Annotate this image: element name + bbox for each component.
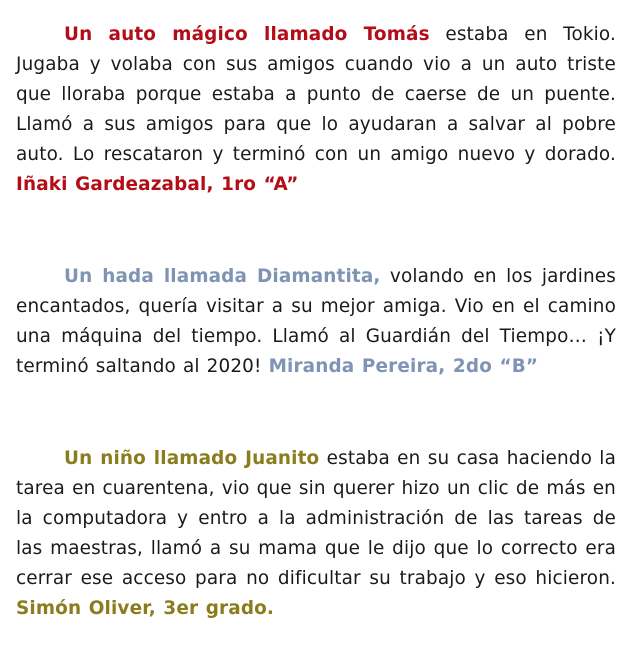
- story-2-title: Un hada llamada Diamantita,: [64, 266, 381, 287]
- story-3-body: estaba en su casa haciendo la tarea en cuarentena, vio que sin querer hizo un clic de más en la computadora y entro a la administración de las tareas de las maestras, llamó a su mama que le dijo que lo correcto era cerrar ese acceso para no dificultar su trabajo y eso hicieron.: [16, 448, 616, 589]
- story-2-body: volando en los jardines encantados, quería visitar a su mejor amiga. Vio en el camino una máquina del tiempo. Llamó al Guardián del Tiempo… ¡Y terminó saltando al 2020!: [16, 266, 616, 377]
- story-1-title: Un auto mágico llamado Tomás: [64, 24, 430, 45]
- story-2-author: Miranda Pereira, 2do “B”: [268, 356, 539, 377]
- story-1: [16, 20, 616, 200]
- story-1-body: estaba en Tokio. Jugaba y volaba con sus amigos cuando vio a un auto triste que lloraba porque estaba a punto de caerse de un puente. Llamó a sus amigos para que lo ayudaran a salvar al pobre auto. Lo rescataron y terminó con un amigo nuevo y dorado.: [16, 24, 616, 165]
- story-3: [16, 444, 616, 624]
- story-3-author: Simón Oliver, 3er grado.: [16, 598, 275, 619]
- story-1-author: Iñaki Gardeazabal, 1ro “A”: [16, 174, 299, 195]
- story-2: [16, 262, 616, 382]
- story-3-title: Un niño llamado Juanito: [64, 448, 320, 469]
